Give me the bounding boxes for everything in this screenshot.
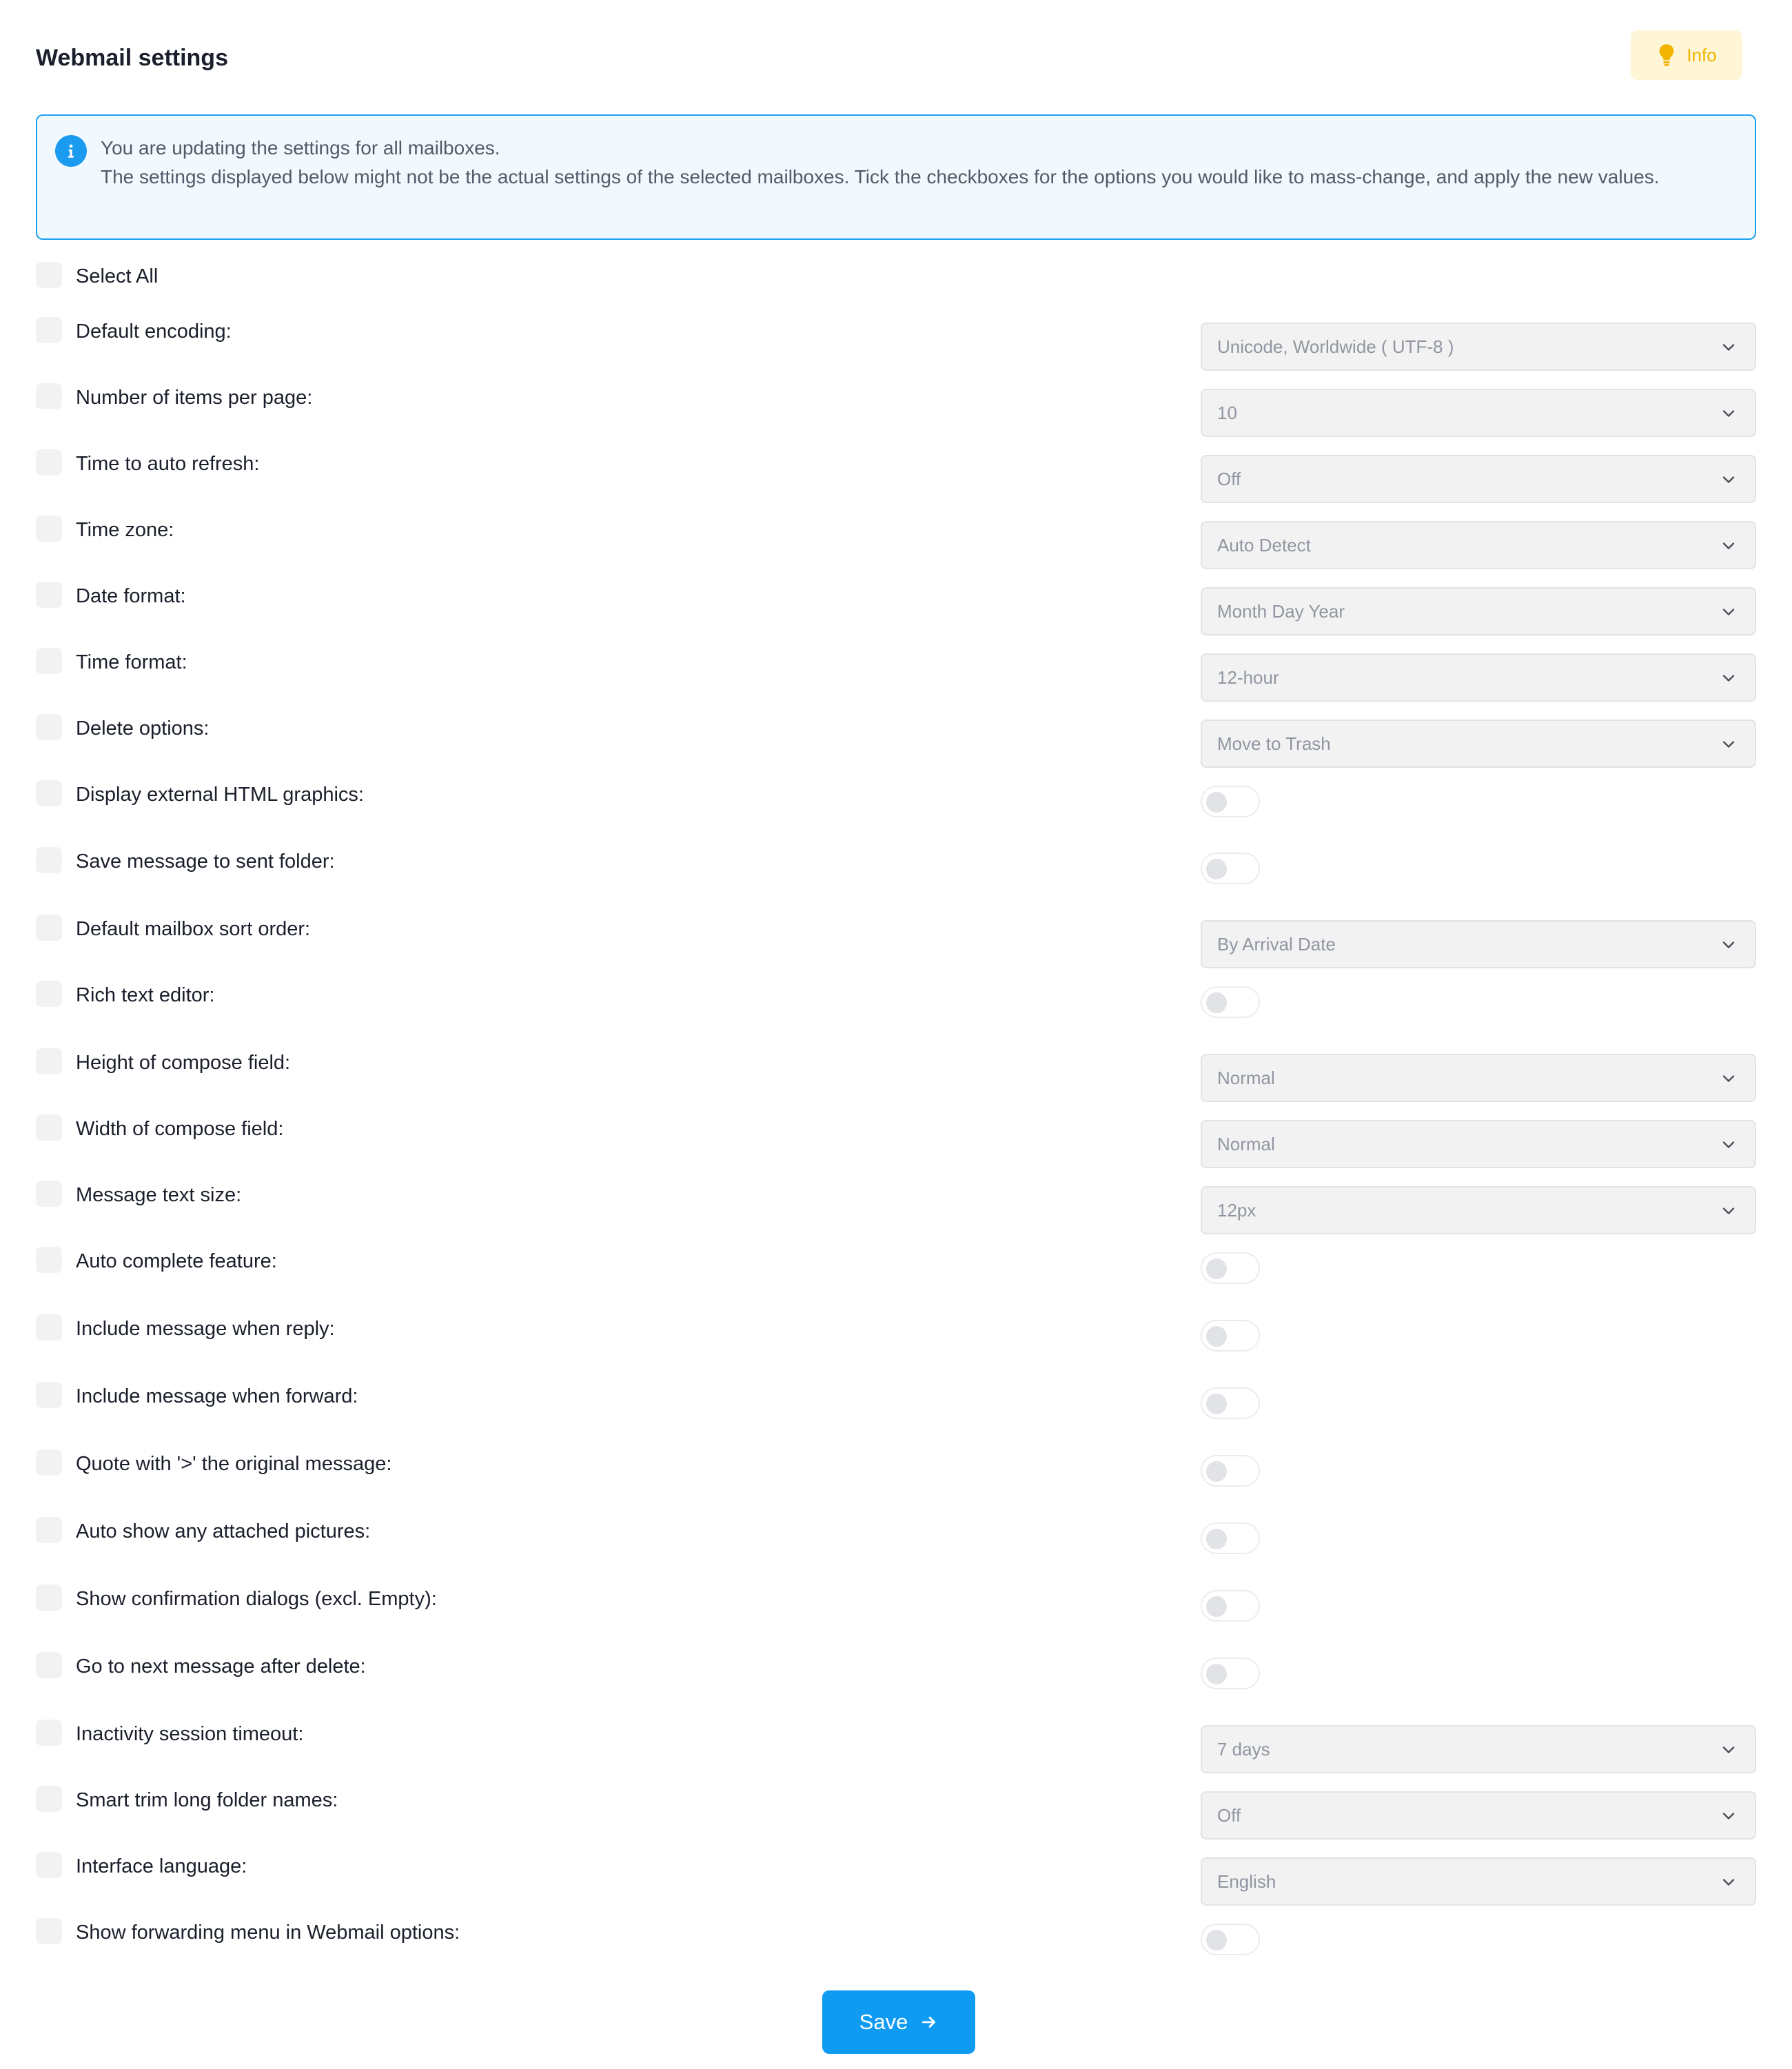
chevron-down-icon (1720, 538, 1737, 554)
chevron-down-icon (1720, 1070, 1737, 1087)
setting-toggle[interactable] (1201, 986, 1260, 1018)
setting-select[interactable] (1201, 1725, 1756, 1773)
setting-select-value: Normal (1217, 1068, 1275, 1088)
setting-select-value: Normal (1217, 1134, 1275, 1154)
setting-row (36, 915, 1756, 956)
setting-toggle[interactable] (1201, 1387, 1260, 1419)
setting-checkbox[interactable] (36, 780, 62, 806)
setting-label: Interface language: (76, 1855, 247, 1877)
toggle-knob (1206, 1596, 1227, 1617)
setting-label: Default mailbox sort order: (76, 918, 311, 940)
setting-row (36, 1247, 1756, 1288)
setting-row (36, 981, 1756, 1022)
setting-select[interactable] (1201, 1120, 1756, 1168)
setting-row (36, 1786, 1756, 1827)
setting-checkbox[interactable] (36, 516, 62, 542)
toggle-knob (1206, 1529, 1227, 1549)
setting-checkbox[interactable] (36, 1517, 62, 1543)
setting-row (36, 317, 1756, 358)
setting-label: Inactivity session timeout: (76, 1723, 304, 1745)
toggle-knob (1206, 1394, 1227, 1414)
setting-select-value: Month Day Year (1217, 601, 1345, 622)
setting-select[interactable] (1201, 920, 1756, 968)
setting-label: Go to next message after delete: (76, 1655, 366, 1678)
setting-select[interactable] (1201, 389, 1756, 437)
chevron-down-icon (1720, 736, 1737, 753)
page-title: Webmail settings (36, 45, 228, 71)
toggle-knob (1206, 859, 1227, 879)
setting-label: Time zone: (76, 519, 174, 541)
setting-label: Date format: (76, 585, 186, 607)
chevron-down-icon (1720, 604, 1737, 620)
setting-select[interactable] (1201, 1054, 1756, 1102)
chevron-down-icon (1720, 339, 1737, 356)
setting-row (36, 1449, 1756, 1491)
lightbulb-icon (1656, 43, 1677, 67)
setting-select-value: Off (1217, 469, 1241, 489)
info-button[interactable] (1631, 30, 1742, 80)
chevron-down-icon (1720, 1808, 1737, 1824)
chevron-down-icon (1720, 405, 1737, 422)
setting-select[interactable] (1201, 323, 1756, 371)
setting-toggle[interactable] (1201, 1320, 1260, 1352)
setting-select[interactable] (1201, 1857, 1756, 1906)
setting-select[interactable] (1201, 455, 1756, 503)
setting-toggle[interactable] (1201, 853, 1260, 884)
setting-row (36, 516, 1756, 557)
setting-select-value: 12-hour (1217, 667, 1279, 688)
setting-row (36, 582, 1756, 623)
setting-label: Quote with '>' the original message: (76, 1453, 392, 1475)
setting-checkbox[interactable] (36, 582, 62, 608)
toggle-knob (1206, 1664, 1227, 1684)
setting-checkbox[interactable] (36, 1247, 62, 1273)
setting-label: Smart trim long folder names: (76, 1789, 338, 1811)
setting-select-value: 7 days (1217, 1739, 1270, 1760)
setting-label: Default encoding: (76, 320, 232, 343)
setting-row (36, 714, 1756, 755)
setting-select[interactable] (1201, 1791, 1756, 1839)
setting-checkbox[interactable] (36, 1584, 62, 1611)
info-button-label: Info (1687, 44, 1717, 65)
setting-label: Auto show any attached pictures: (76, 1520, 371, 1542)
setting-checkbox[interactable] (36, 1652, 62, 1678)
setting-checkbox[interactable] (36, 847, 62, 873)
setting-select-value: English (1217, 1871, 1276, 1892)
select-all-label: Select All (76, 265, 159, 287)
setting-toggle[interactable] (1201, 1455, 1260, 1487)
setting-label: Number of items per page: (76, 387, 313, 409)
setting-select-value: Off (1217, 1805, 1241, 1826)
setting-row (36, 1181, 1756, 1222)
chevron-down-icon (1720, 1874, 1737, 1890)
setting-toggle[interactable] (1201, 1522, 1260, 1554)
setting-row (36, 1720, 1756, 1761)
setting-select-value: 10 (1217, 402, 1237, 423)
setting-label: Rich text editor: (76, 984, 215, 1006)
setting-toggle[interactable] (1201, 1658, 1260, 1689)
setting-checkbox[interactable] (36, 1720, 62, 1746)
setting-checkbox[interactable] (36, 714, 62, 740)
setting-row (36, 780, 1756, 822)
setting-checkbox[interactable] (36, 317, 62, 343)
page-header (36, 36, 1756, 91)
setting-row (36, 1048, 1756, 1090)
setting-row (36, 847, 1756, 888)
info-icon (55, 135, 87, 167)
setting-row (36, 1584, 1756, 1626)
chevron-down-icon (1720, 1137, 1737, 1153)
setting-row (36, 648, 1756, 689)
setting-checkbox[interactable] (36, 1449, 62, 1476)
setting-label: Display external HTML graphics: (76, 784, 364, 806)
toggle-knob (1206, 1461, 1227, 1482)
setting-checkbox[interactable] (36, 1114, 62, 1141)
toggle-knob (1206, 1930, 1227, 1950)
setting-toggle[interactable] (1201, 1252, 1260, 1284)
setting-checkbox[interactable] (36, 383, 62, 409)
setting-row (36, 383, 1756, 425)
setting-row (36, 1382, 1756, 1423)
chevron-down-icon (1720, 1742, 1737, 1758)
setting-checkbox[interactable] (36, 1786, 62, 1812)
setting-label: Save message to sent folder: (76, 850, 335, 873)
setting-select-value: Move to Trash (1217, 733, 1331, 754)
setting-checkbox[interactable] (36, 1314, 62, 1341)
setting-label: Include message when reply: (76, 1318, 335, 1340)
toggle-knob (1206, 792, 1227, 813)
setting-checkbox[interactable] (36, 1852, 62, 1878)
setting-select[interactable] (1201, 587, 1756, 635)
setting-checkbox[interactable] (36, 981, 62, 1007)
setting-label: Show forwarding menu in Webmail options: (76, 1922, 460, 1944)
setting-row (36, 1114, 1756, 1156)
alert-text (101, 134, 1734, 192)
setting-label: Width of compose field: (76, 1118, 284, 1140)
alert-line-1: You are updating the settings for all mailboxes. (101, 137, 500, 159)
setting-row (36, 1918, 1756, 1959)
setting-row (36, 1517, 1756, 1558)
setting-toggle[interactable] (1201, 1924, 1260, 1955)
setting-label: Show confirmation dialogs (excl. Empty): (76, 1588, 437, 1610)
setting-select[interactable] (1201, 521, 1756, 569)
setting-select-value: 12px (1217, 1200, 1256, 1221)
chevron-down-icon (1720, 1203, 1737, 1219)
arrow-right-icon (920, 2013, 938, 2031)
setting-select[interactable] (1201, 653, 1756, 702)
setting-label: Auto complete feature: (76, 1250, 277, 1272)
setting-checkbox[interactable] (36, 449, 62, 476)
setting-checkbox[interactable] (36, 1181, 62, 1207)
save-button-label: Save (859, 2010, 908, 2034)
setting-toggle[interactable] (1201, 1590, 1260, 1622)
setting-row (36, 1852, 1756, 1893)
setting-row (36, 449, 1756, 491)
toggle-knob (1206, 992, 1227, 1013)
setting-toggle[interactable] (1201, 786, 1260, 817)
select-all-row (36, 262, 1756, 303)
setting-checkbox[interactable] (36, 1382, 62, 1408)
setting-select-value: Unicode, Worldwide ( UTF-8 ) (1217, 336, 1454, 357)
setting-checkbox[interactable] (36, 1048, 62, 1074)
setting-label: Message text size: (76, 1184, 242, 1206)
setting-select[interactable] (1201, 720, 1756, 768)
chevron-down-icon (1720, 471, 1737, 488)
alert-line-2: The settings displayed below might not be the actual settings of the selected mailboxes. Tick the checkboxes for the options you would like to mass-change, and apply the new values. (101, 166, 1660, 187)
setting-label: Time to auto refresh: (76, 453, 260, 475)
chevron-down-icon (1720, 937, 1737, 953)
setting-checkbox[interactable] (36, 1918, 62, 1944)
save-button[interactable] (822, 1990, 975, 2054)
toggle-knob (1206, 1258, 1227, 1279)
select-all-checkbox[interactable] (36, 262, 62, 288)
setting-select-value: By Arrival Date (1217, 934, 1336, 955)
setting-label: Delete options: (76, 717, 210, 740)
chevron-down-icon (1720, 670, 1737, 686)
setting-label: Height of compose field: (76, 1052, 291, 1074)
toggle-knob (1206, 1326, 1227, 1347)
setting-select-value: Auto Detect (1217, 535, 1311, 556)
setting-label: Time format: (76, 651, 187, 673)
mass-update-alert (36, 114, 1756, 240)
setting-label: Include message when forward: (76, 1385, 358, 1407)
setting-checkbox[interactable] (36, 915, 62, 941)
setting-row (36, 1314, 1756, 1356)
setting-row (36, 1652, 1756, 1693)
setting-select[interactable] (1201, 1186, 1756, 1234)
setting-checkbox[interactable] (36, 648, 62, 674)
